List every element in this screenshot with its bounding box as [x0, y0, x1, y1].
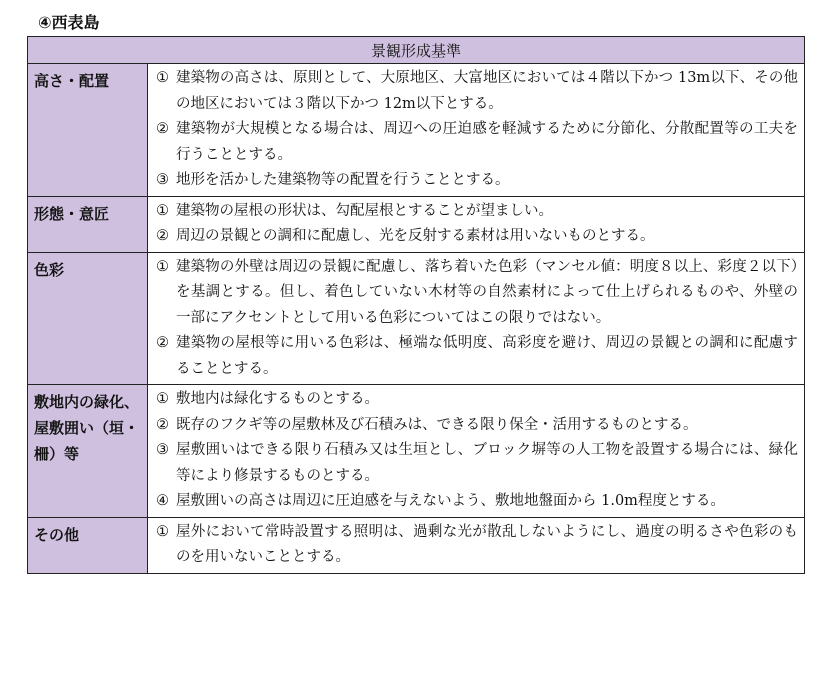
criteria-item	[156, 117, 798, 168]
item-text: 敷地内は緑化するものとする。	[176, 391, 379, 407]
item-number: ③	[156, 172, 169, 188]
table-row	[28, 385, 805, 518]
category-cell: 形態・意匠	[28, 196, 148, 252]
item-number: ①	[156, 70, 169, 86]
criteria-item	[156, 168, 798, 194]
item-number: ①	[156, 391, 169, 407]
item-text: 屋敷囲いの高さは周辺に圧迫感を与えないよう、敷地地盤面から 1.0m程度とする。	[176, 493, 725, 509]
table-row	[28, 252, 805, 385]
table-row	[28, 64, 805, 197]
category-cell: 色彩	[28, 252, 148, 385]
criteria-cell	[148, 517, 805, 573]
item-text: 建築物が大規模となる場合は、周辺への圧迫感を軽減するために分節化、分散配置等の工夫を行うこととする。	[176, 121, 798, 163]
criteria-cell	[148, 196, 805, 252]
item-text: 周辺の景観との調和に配慮し、光を反射する素材は用いないものとする。	[176, 228, 655, 244]
item-number: ②	[156, 228, 169, 244]
category-cell: 敷地内の緑化、屋敷囲い（垣・柵）等	[28, 385, 148, 518]
table-header: 景観形成基準	[28, 37, 805, 64]
item-number: ②	[156, 416, 169, 433]
criteria-cell	[148, 385, 805, 518]
item-number: ①	[156, 523, 169, 540]
criteria-item	[156, 255, 798, 332]
criteria-item	[156, 331, 798, 382]
criteria-item	[156, 224, 798, 250]
criteria-cell	[148, 64, 805, 197]
category-cell: 高さ・配置	[28, 64, 148, 197]
landscape-standards-table	[27, 36, 805, 574]
item-text: 建築物の外壁は周辺の景観に配慮し、落ち着いた色彩（マンセル値：明度８以上、彩度２以下）を基調とする。但し、着色していない木材等の自然素材によって仕上げられるものや、外壁の一部にアクセントとして用いる色彩についてはこの限りではない。	[176, 258, 798, 326]
criteria-item	[156, 199, 798, 225]
criteria-item	[156, 520, 798, 571]
criteria-item	[156, 387, 798, 413]
table-row	[28, 517, 805, 573]
item-number: ②	[156, 335, 169, 351]
criteria-item	[156, 66, 798, 117]
item-text: 既存のフクギ等の屋敷林及び石積みは、できる限り保全・活用するものとする。	[176, 416, 698, 433]
item-text: 屋外において常時設置する照明は、過剰な光が散乱しないようにし、過度の明るさや色彩のものを用いないこととする。	[176, 523, 798, 565]
item-number: ③	[156, 442, 169, 458]
item-text: 建築物の屋根等に用いる色彩は、極端な低明度、高彩度を避け、周辺の景観との調和に配慮することとする。	[176, 335, 798, 377]
criteria-item	[156, 438, 798, 489]
item-text: 建築物の高さは、原則として、大原地区、大富地区においては４階以下かつ 13m以下、その他の地区においては３階以下かつ 12m以下とする。	[176, 70, 798, 112]
category-cell: その他	[28, 517, 148, 573]
item-number: ①	[156, 202, 169, 219]
criteria-item	[156, 489, 798, 515]
item-text: 建築物の屋根の形状は、勾配屋根とすることが望ましい。	[176, 202, 553, 219]
item-number: ①	[156, 258, 169, 275]
item-text: 地形を活かした建築物等の配置を行うこととする。	[176, 172, 510, 188]
criteria-item	[156, 413, 798, 439]
item-number: ②	[156, 121, 169, 137]
item-number: ④	[156, 493, 169, 509]
table-row	[28, 196, 805, 252]
section-title: ④西表島	[38, 13, 100, 32]
item-text: 屋敷囲いはできる限り石積み又は生垣とし、ブロック塀等の人工物を設置する場合には、緑化等により修景するものとする。	[176, 442, 798, 484]
criteria-cell	[148, 252, 805, 385]
